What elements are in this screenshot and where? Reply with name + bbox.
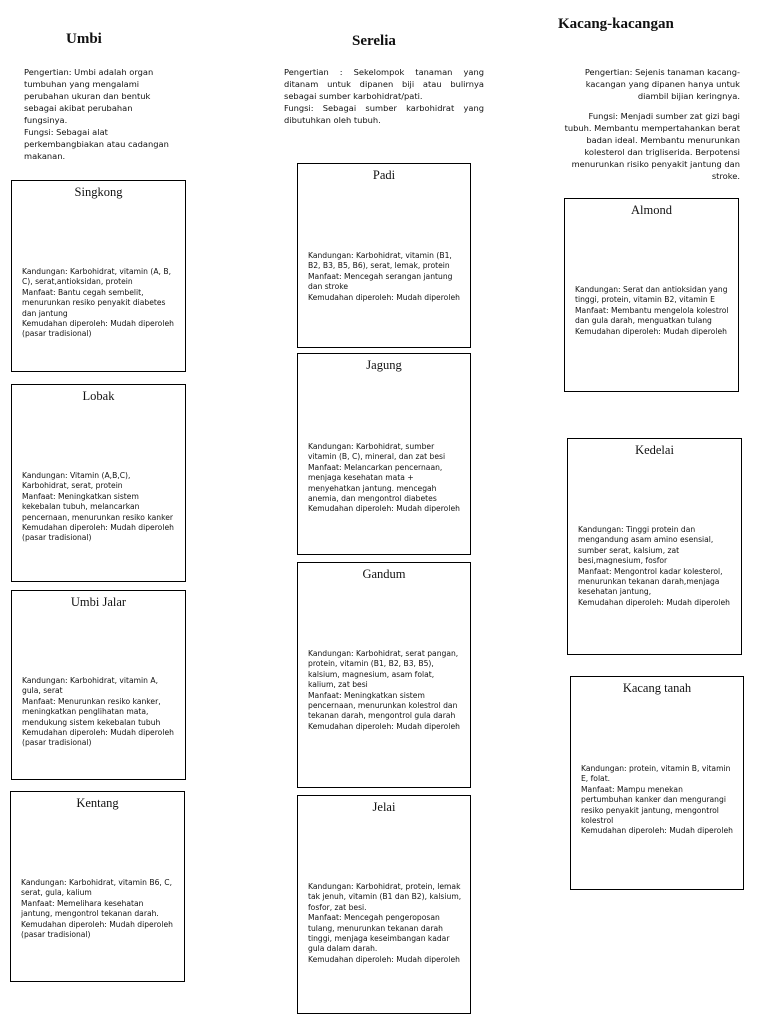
card-line-kemudahan: Kemudahan diperoleh: Mudah diperoleh bbox=[575, 326, 727, 336]
intro-kacang-kacangan bbox=[560, 66, 740, 182]
card-almond bbox=[564, 198, 739, 392]
card-body bbox=[308, 649, 462, 732]
card-line-kandungan: Kandungan: protein, vitamin B, vitamin E, folat. bbox=[581, 764, 731, 784]
card-line-kemudahan: Kemudahan diperoleh: Mudah diperoleh (pasar tradisional) bbox=[22, 728, 174, 748]
card-body bbox=[578, 525, 733, 608]
card-line-kemudahan: Kemudahan diperoleh: Mudah diperoleh (pasar tradisional) bbox=[21, 919, 173, 940]
card-gandum bbox=[297, 562, 471, 788]
card-body bbox=[22, 676, 177, 749]
card-line-kandungan: Kandungan: Karbohidrat, vitamin (A, B, C), serat,antioksidan, protein bbox=[22, 267, 172, 287]
intro-umbi bbox=[24, 66, 174, 162]
card-line-kemudahan: Kemudahan diperoleh: Mudah diperoleh bbox=[581, 826, 733, 836]
card-title: Kedelai bbox=[635, 443, 674, 457]
card-title: Padi bbox=[372, 168, 396, 182]
card-title: Lobak bbox=[82, 389, 115, 403]
card-line-manfaat: Manfaat: Mampu menekan pertumbuhan kanker dan mengurangi resiko penyakit jantung, mengontrol kolestrol bbox=[581, 784, 726, 826]
card-line-kemudahan: Kemudahan diperoleh: Mudah diperoleh (pasar tradisional) bbox=[22, 319, 174, 339]
card-kentang bbox=[10, 791, 185, 982]
card-title: Almond bbox=[631, 203, 672, 217]
intro-function: Fungsi: Menjadi sumber zat gizi bagi tubuh. Membantu mempertahankan berat badan ideal. Membantu menurunkan kolesterol dan trigliserida. Berpotensi menurunkan risiko penyakit jantung dan stroke. bbox=[564, 111, 740, 181]
intro-function: Fungsi: Sebagai alat perkembangbiakan atau cadangan makanan. bbox=[24, 127, 169, 161]
card-kacang-tanah bbox=[570, 676, 744, 890]
card-body bbox=[21, 878, 176, 940]
card-body bbox=[581, 764, 735, 837]
card-line-kemudahan: Kemudahan diperoleh: Mudah diperoleh bbox=[308, 292, 460, 302]
card-line-kandungan: Kandungan: Karbohidrat, vitamin A, gula, serat bbox=[22, 676, 159, 696]
card-title: Gandum bbox=[362, 567, 406, 581]
card-jagung bbox=[297, 353, 471, 555]
card-body bbox=[22, 471, 177, 544]
card-line-kandungan: Kandungan: Tinggi protein dan mengandung asam amino esensial, sumber serat, kalsium, zat besi,magnesium, fosfor bbox=[578, 525, 714, 566]
card-padi bbox=[297, 163, 471, 348]
card-line-manfaat: Manfaat: Memelihara kesehatan jantung, mengontrol tekanan darah. bbox=[21, 898, 159, 919]
card-line-manfaat: Manfaat: Meningkatkan sistem pencernaan, menurunkan kolestrol dan tekanan darah, mengontrol gula darah bbox=[308, 690, 458, 721]
card-title: Umbi Jalar bbox=[70, 595, 127, 609]
column-title-umbi: Umbi bbox=[66, 31, 102, 47]
card-line-kandungan: Kandungan: Vitamin (A,B,C), Karbohidrat, serat, protein bbox=[22, 471, 131, 491]
card-line-kandungan: Kandungan: Karbohidrat, protein, lemak tak jenuh, vitamin (B1 dan B2), kalsium, fosfor, zat besi. bbox=[308, 882, 462, 912]
card-line-manfaat: Manfaat: Bantu cegah sembelit, menurunkan resiko penyakit diabetes dan jantung bbox=[22, 287, 166, 318]
card-lobak bbox=[11, 384, 186, 582]
card-line-kandungan: Kandungan: Serat dan antioksidan yang tinggi, protein, vitamin B2, vitamin E bbox=[575, 285, 728, 305]
card-line-kemudahan: Kemudahan diperoleh: Mudah diperoleh bbox=[308, 954, 460, 964]
card-title: Singkong bbox=[74, 185, 123, 199]
card-line-manfaat: Manfaat: Meningkatkan sistem kekebalan tubuh, melancarkan pencernaan, menurunkan resiko kanker bbox=[22, 491, 174, 522]
card-title: Jelai bbox=[372, 800, 396, 814]
card-jelai bbox=[297, 795, 471, 1014]
column-title-kacang-kacangan: Kacang-kacangan bbox=[558, 16, 674, 32]
card-title: Kentang bbox=[76, 796, 119, 810]
card-line-manfaat: Manfaat: Mengontrol kadar kolesterol, menurunkan tekanan darah,menjaga kesehatan jantung, bbox=[578, 566, 723, 597]
intro-function: Fungsi: Sebagai sumber karbohidrat yang dibutuhkan oleh tubuh. bbox=[284, 103, 484, 125]
card-line-kemudahan: Kemudahan diperoleh: Mudah diperoleh (pasar tradisional) bbox=[22, 523, 174, 543]
card-line-manfaat: Manfaat: Mencegah serangan jantung dan stroke bbox=[308, 271, 453, 292]
column-title-serelia: Serelia bbox=[352, 33, 396, 49]
card-body bbox=[575, 285, 730, 337]
card-body bbox=[22, 267, 177, 340]
card-line-manfaat: Manfaat: Membantu mengelola kolestrol dan gula darah, menguatkan tulang bbox=[575, 305, 729, 326]
card-line-kemudahan: Kemudahan diperoleh: Mudah diperoleh bbox=[308, 504, 460, 514]
intro-definition: Pengertian: Sejenis tanaman kacang-kacangan yang dipanen hanya untuk diambil bijian keringnya. bbox=[584, 67, 740, 101]
card-body bbox=[308, 251, 462, 303]
card-umbi-jalar bbox=[11, 590, 186, 780]
card-line-kandungan: Kandungan: Karbohidrat, sumber vitamin (B, C), mineral, dan zat besi bbox=[308, 442, 446, 462]
card-title: Jagung bbox=[366, 358, 402, 372]
card-line-manfaat: Manfaat: Melancarkan pencernaan, menjaga kesehatan mata + menyehatkan jantung. mencegah anemia, dan mengontrol diabetes bbox=[308, 462, 443, 504]
card-line-kandungan: Kandungan: Karbohidrat, vitamin (B1, B2, B3, B5, B6), serat, lemak, protein bbox=[308, 251, 452, 271]
card-line-kandungan: Kandungan: Karbohidrat, serat pangan, protein, vitamin (B1, B2, B3, B5), kalsium, magnesium, asam folat, kalium, zat besi bbox=[308, 649, 459, 690]
card-line-kemudahan: Kemudahan diperoleh: Mudah diperoleh bbox=[308, 721, 460, 731]
card-title: Kacang tanah bbox=[622, 681, 692, 695]
intro-definition: Pengertian : Sekelompok tanaman yang ditanam untuk dipanen biji atau bulirnya sebagai sumber karbohidrat/pati. bbox=[284, 67, 484, 101]
card-body bbox=[308, 882, 462, 965]
card-line-kandungan: Kandungan: Karbohidrat, vitamin B6, C, serat, gula, kalium bbox=[21, 878, 172, 898]
intro-definition: Pengertian: Umbi adalah organ tumbuhan yang mengalami perubahan ukuran dan bentuk sebagai akibat perubahan fungsinya. bbox=[24, 67, 154, 125]
card-line-kemudahan: Kemudahan diperoleh: Mudah diperoleh bbox=[578, 597, 730, 607]
card-line-manfaat: Manfaat: Mencegah pengeroposan tulang, menurunkan tekanan darah tinggi, menjaga keseimbangan kadar gula dalam darah. bbox=[308, 913, 450, 954]
intro-serelia bbox=[284, 66, 484, 126]
card-line-manfaat: Manfaat: Menurunkan resiko kanker, meningkatkan penglihatan mata, mendukung sistem kekebalan tubuh bbox=[22, 696, 161, 727]
card-body bbox=[308, 442, 462, 515]
card-singkong bbox=[11, 180, 186, 372]
card-kedelai bbox=[567, 438, 742, 655]
